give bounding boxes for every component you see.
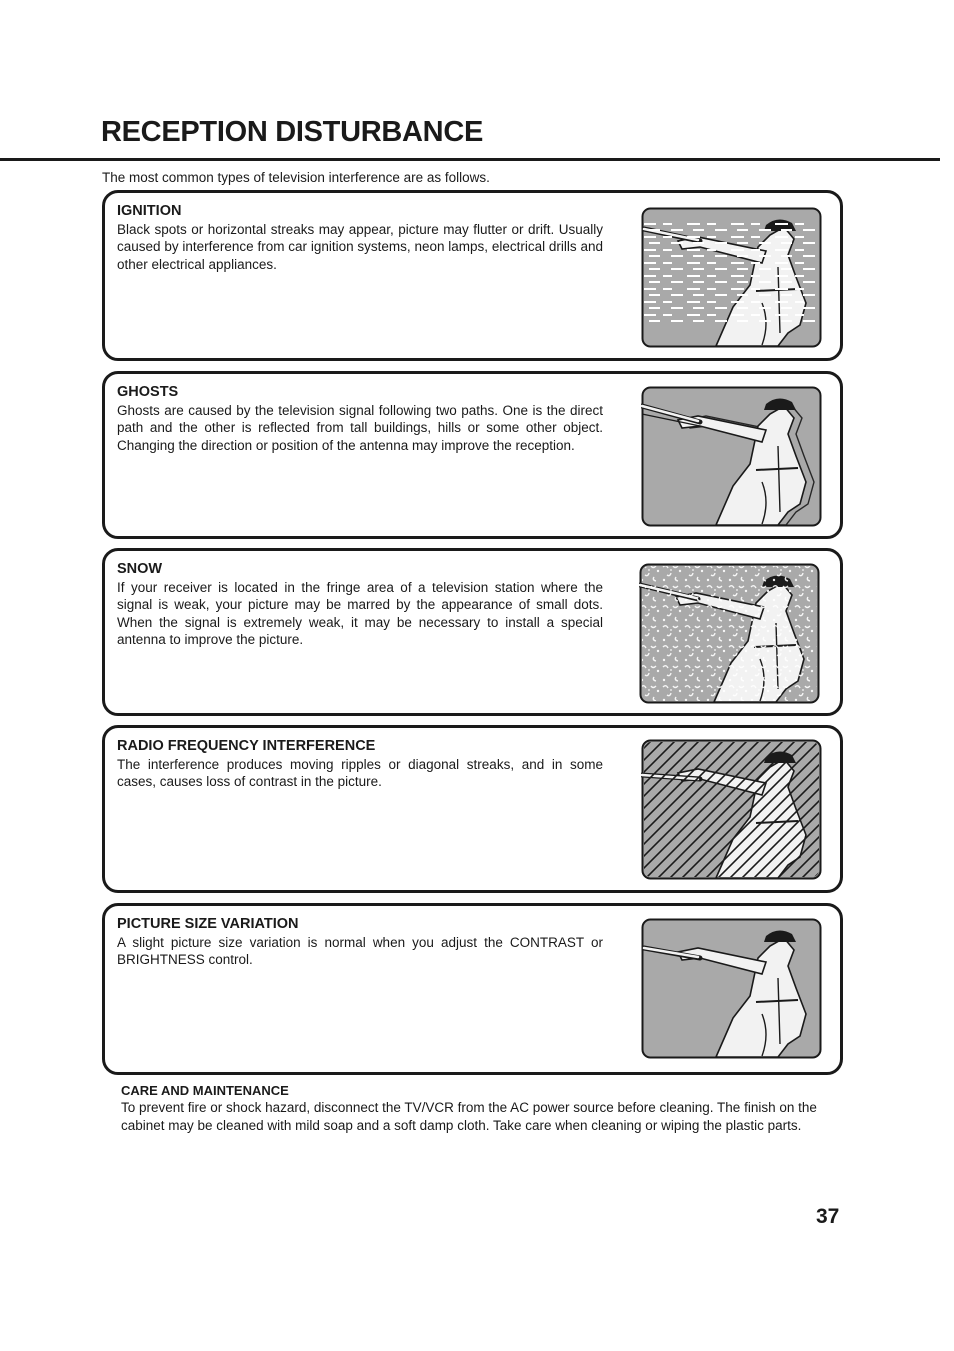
batter-normal-image xyxy=(641,918,822,1059)
section-radio-frequency xyxy=(102,725,843,893)
section-snow xyxy=(102,548,843,716)
section-ghosts xyxy=(102,371,843,539)
section-text: Black spots or horizontal streaks may appear, picture may flutter or drift. Usually caused by interference from car ignition systems, neon lamps, electrical drills and other electrical appliances. xyxy=(117,222,603,272)
section-heading: SNOW xyxy=(117,561,163,577)
batter-ghost-image xyxy=(641,386,822,527)
batter-diagonal-image xyxy=(641,739,822,880)
batter-streaks-image xyxy=(641,207,822,348)
care-heading: CARE AND MAINTENANCE xyxy=(121,1083,289,1098)
section-picture-size xyxy=(102,903,843,1075)
page-number: 37 xyxy=(816,1205,840,1228)
batter-snow-image xyxy=(639,563,820,704)
section-text: A slight picture size variation is normal when you adjust the CONTRAST or BRIGHTNESS control. xyxy=(117,935,603,968)
page-title: RECEPTION DISTURBANCE xyxy=(101,116,484,148)
title-rule xyxy=(0,158,940,161)
care-text: To prevent fire or shock hazard, disconnect the TV/VCR from the AC power source before cleaning. The finish on the cabinet may be cleaned with mild soap and a soft damp cloth. Take care when cleaning or wiping the plastic parts. xyxy=(121,1100,817,1133)
section-heading: GHOSTS xyxy=(117,384,179,400)
care-and-maintenance xyxy=(121,1083,846,1134)
section-text: Ghosts are caused by the television signal following two paths. One is the direct path and the other is reflected from tall buildings, hills or some other object. Changing the direction or position of the antenna may improve the reception. xyxy=(117,403,603,453)
section-heading: PICTURE SIZE VARIATION xyxy=(117,916,299,932)
section-ignition xyxy=(102,190,843,361)
section-text: If your receiver is located in the fringe area of a television station where the signal is weak, your picture may be marred by the appearance of small dots. When the signal is extremely weak, it may be necessary to install a special antenna to improve the picture. xyxy=(117,580,603,647)
section-heading: RADIO FREQUENCY INTERFERENCE xyxy=(117,738,376,754)
section-heading: IGNITION xyxy=(117,203,182,219)
section-text: The interference produces moving ripples or diagonal streaks, and in some cases, causes loss of contrast in the picture. xyxy=(117,757,603,790)
intro-text: The most common types of television interference are as follows. xyxy=(102,170,490,185)
